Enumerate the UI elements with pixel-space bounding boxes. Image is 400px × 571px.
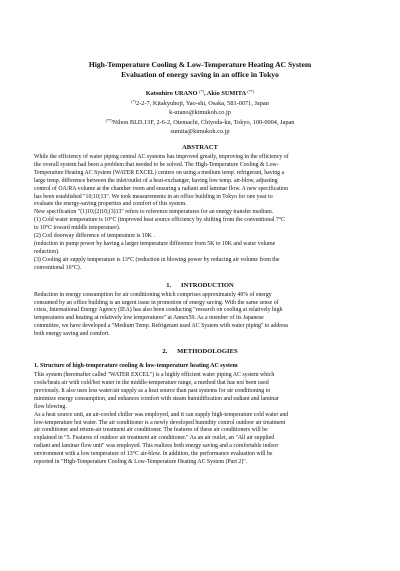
affiliation-email-1: k-urano@kimukoh.co.jp: [169, 108, 231, 116]
abstract-line: large temp. difference between the inlet/outlet of a heat-exchanger, having low temp. air-blow, adjusting: [34, 177, 278, 184]
affiliation-address-1: 2-2-7, Kitakyuhoji, Yao-shi, Osaka, 581-0071, Japan: [136, 100, 269, 108]
author-mark-2: (**): [247, 89, 255, 94]
author-name-1: Katsuhiro URANO: [145, 90, 198, 97]
methodologies-line: radiant and laminar flow unit" was employed. This realizes both energy saving and a comfortable indoor: [34, 443, 279, 450]
author-mark-1: (*): [199, 89, 205, 94]
methodologies-line: environment with a low temperature of 13°C air-blow. In addition, the performance evaluation will be: [34, 451, 273, 458]
abstract-line: the overall system had been a problem that needed to be solved. The High-Temperature Cooling & Low-: [34, 161, 279, 168]
methodologies-heading: 2. METHODOLOGIES: [162, 348, 238, 356]
abstract-line: (1) Cold water temperature is 10°C (improved heat source efficiency by shifting from the conventional 7°C: [34, 217, 286, 224]
methodologies-paragraph-2: [34, 412, 366, 467]
methodologies-line: minimize energy consumption, and enhances comfort with steam humidification and radiant and laminar: [34, 395, 279, 402]
methodologies-line: air conditioner and return-air treatment air conditioner. The features of these air conditioners will be: [34, 427, 268, 434]
abstract-line: New specification "(1)10;(2)10;(3)13" refers to reference temperatures for an energy transfer medium.: [34, 209, 274, 216]
author-names: [34, 88, 366, 98]
methodologies-paragraph-1: [34, 372, 366, 412]
methodologies-line: flow blowing.: [34, 403, 67, 410]
abstract-line: conventional 16°C).: [34, 264, 82, 271]
abstract-body: [34, 154, 366, 273]
introduction-line: consumed by an office building is an urgent issue in promotion of energy saving. With the same sense of: [34, 299, 279, 306]
introduction-line: Reduction in energy consumption for air conditioning which comprises approximately 40% of energy: [34, 291, 272, 298]
abstract-heading: ABSTRACT: [182, 144, 218, 152]
introduction-line: crisis, International Energy Agency (IEA) has also been conducting "research on cooling at relatively high: [34, 307, 283, 314]
methodologies-subheading: 1. Structure of high-temperature cooling & low-temperature heating AC system: [34, 363, 238, 370]
abstract-line: (3) Cooling air supply temperature is 13°C (reduction in blowing power by reducing air volume from the: [34, 256, 280, 263]
affiliation-mark-2: (**): [105, 118, 113, 124]
methodologies-line: explained in "5. Features of outdoor air treatment air conditioner." As an air outlet, an "All air supplied: [34, 435, 275, 442]
abstract-line: has been established "10;10;13". We took measurements in an office building in Tokyo for one year to: [34, 193, 273, 200]
abstract-line: control of OA/RA volume at the chamber room and ensuring a radiant and laminar flow. A new specification: [34, 185, 289, 192]
affiliation-mark-1: (*): [131, 99, 137, 105]
methodologies-line: As a heat source unit, an air-cooled chiller was employed, and it can supply high-temperature cold water and: [34, 411, 289, 418]
author-name-2: Akio SUMITA: [206, 90, 246, 97]
introduction-body: [34, 292, 366, 339]
abstract-line: to 10°C toward middle temperature).: [34, 225, 121, 232]
introduction-line: committee, we have developed a "Medium Temp. Refrigerant used AC System with water piping" to address: [34, 323, 289, 330]
methodologies-line: low-temperature hot water. The air conditioner is a newly developed humidity control outdoor air treatment: [34, 419, 286, 426]
title-line-2: Evaluation of energy saving in an office in Tokyo: [121, 70, 279, 79]
abstract-line: While the efficiency of water piping central AC systems has improved greatly, improving in the efficiency of: [34, 154, 289, 161]
title-line-1: High-Temperature Cooling & Low-Temperature Heating AC System: [88, 60, 312, 69]
methodologies-line: previously. It also uses less water/air supply as a heat source than past systems for air conditioning to: [34, 387, 271, 394]
paper-title: [34, 60, 366, 80]
methodologies-line: This system (hereinafter called "WATER EXCEL") is a highly efficient water piping AC system which: [34, 372, 275, 379]
abstract-line: (2) Coil doorway difference of temperature is 10K .: [34, 233, 155, 240]
affiliation-address-2: Nihon BLD.13F, 2-6-2, Otemachi, Chiyoda-ku, Tokyo, 100-0004, Japan: [112, 119, 295, 127]
introduction-line: temperatures and heating at relatively low temperatures" at Annex59. As a member of its Japanese: [34, 315, 264, 322]
abstract-line: (reduction in pump power by having a larger temperature difference from 5K to 10K and water volume: [34, 241, 276, 247]
abstract-line: reduction).: [34, 248, 60, 255]
introduction-line: both energy saving and comfort.: [34, 331, 110, 338]
affiliation-email-2: sumita@kimukoh.co.jp: [170, 127, 230, 135]
methodologies-line: reported in "High-Temperature Cooling & Low-Temperature Heating AC System (Part 2)".: [34, 459, 248, 466]
methodologies-line: cools/heats air with cold/hot water in the middle-temperature range, a method that has not been used: [34, 379, 269, 386]
author-separator: ,: [204, 90, 207, 97]
abstract-line: evaluate the energy-saving properties and comfort of this system.: [34, 201, 187, 208]
introduction-heading: 1. INTRODUCTION: [166, 281, 234, 289]
author-block: [34, 88, 366, 136]
affiliation-1: [34, 98, 366, 108]
affiliation-2: [34, 117, 366, 127]
abstract-line: Temperature Heating AC System (WATER EXCEL) centers on using a medium temp. refrigerant, having a: [34, 169, 285, 176]
